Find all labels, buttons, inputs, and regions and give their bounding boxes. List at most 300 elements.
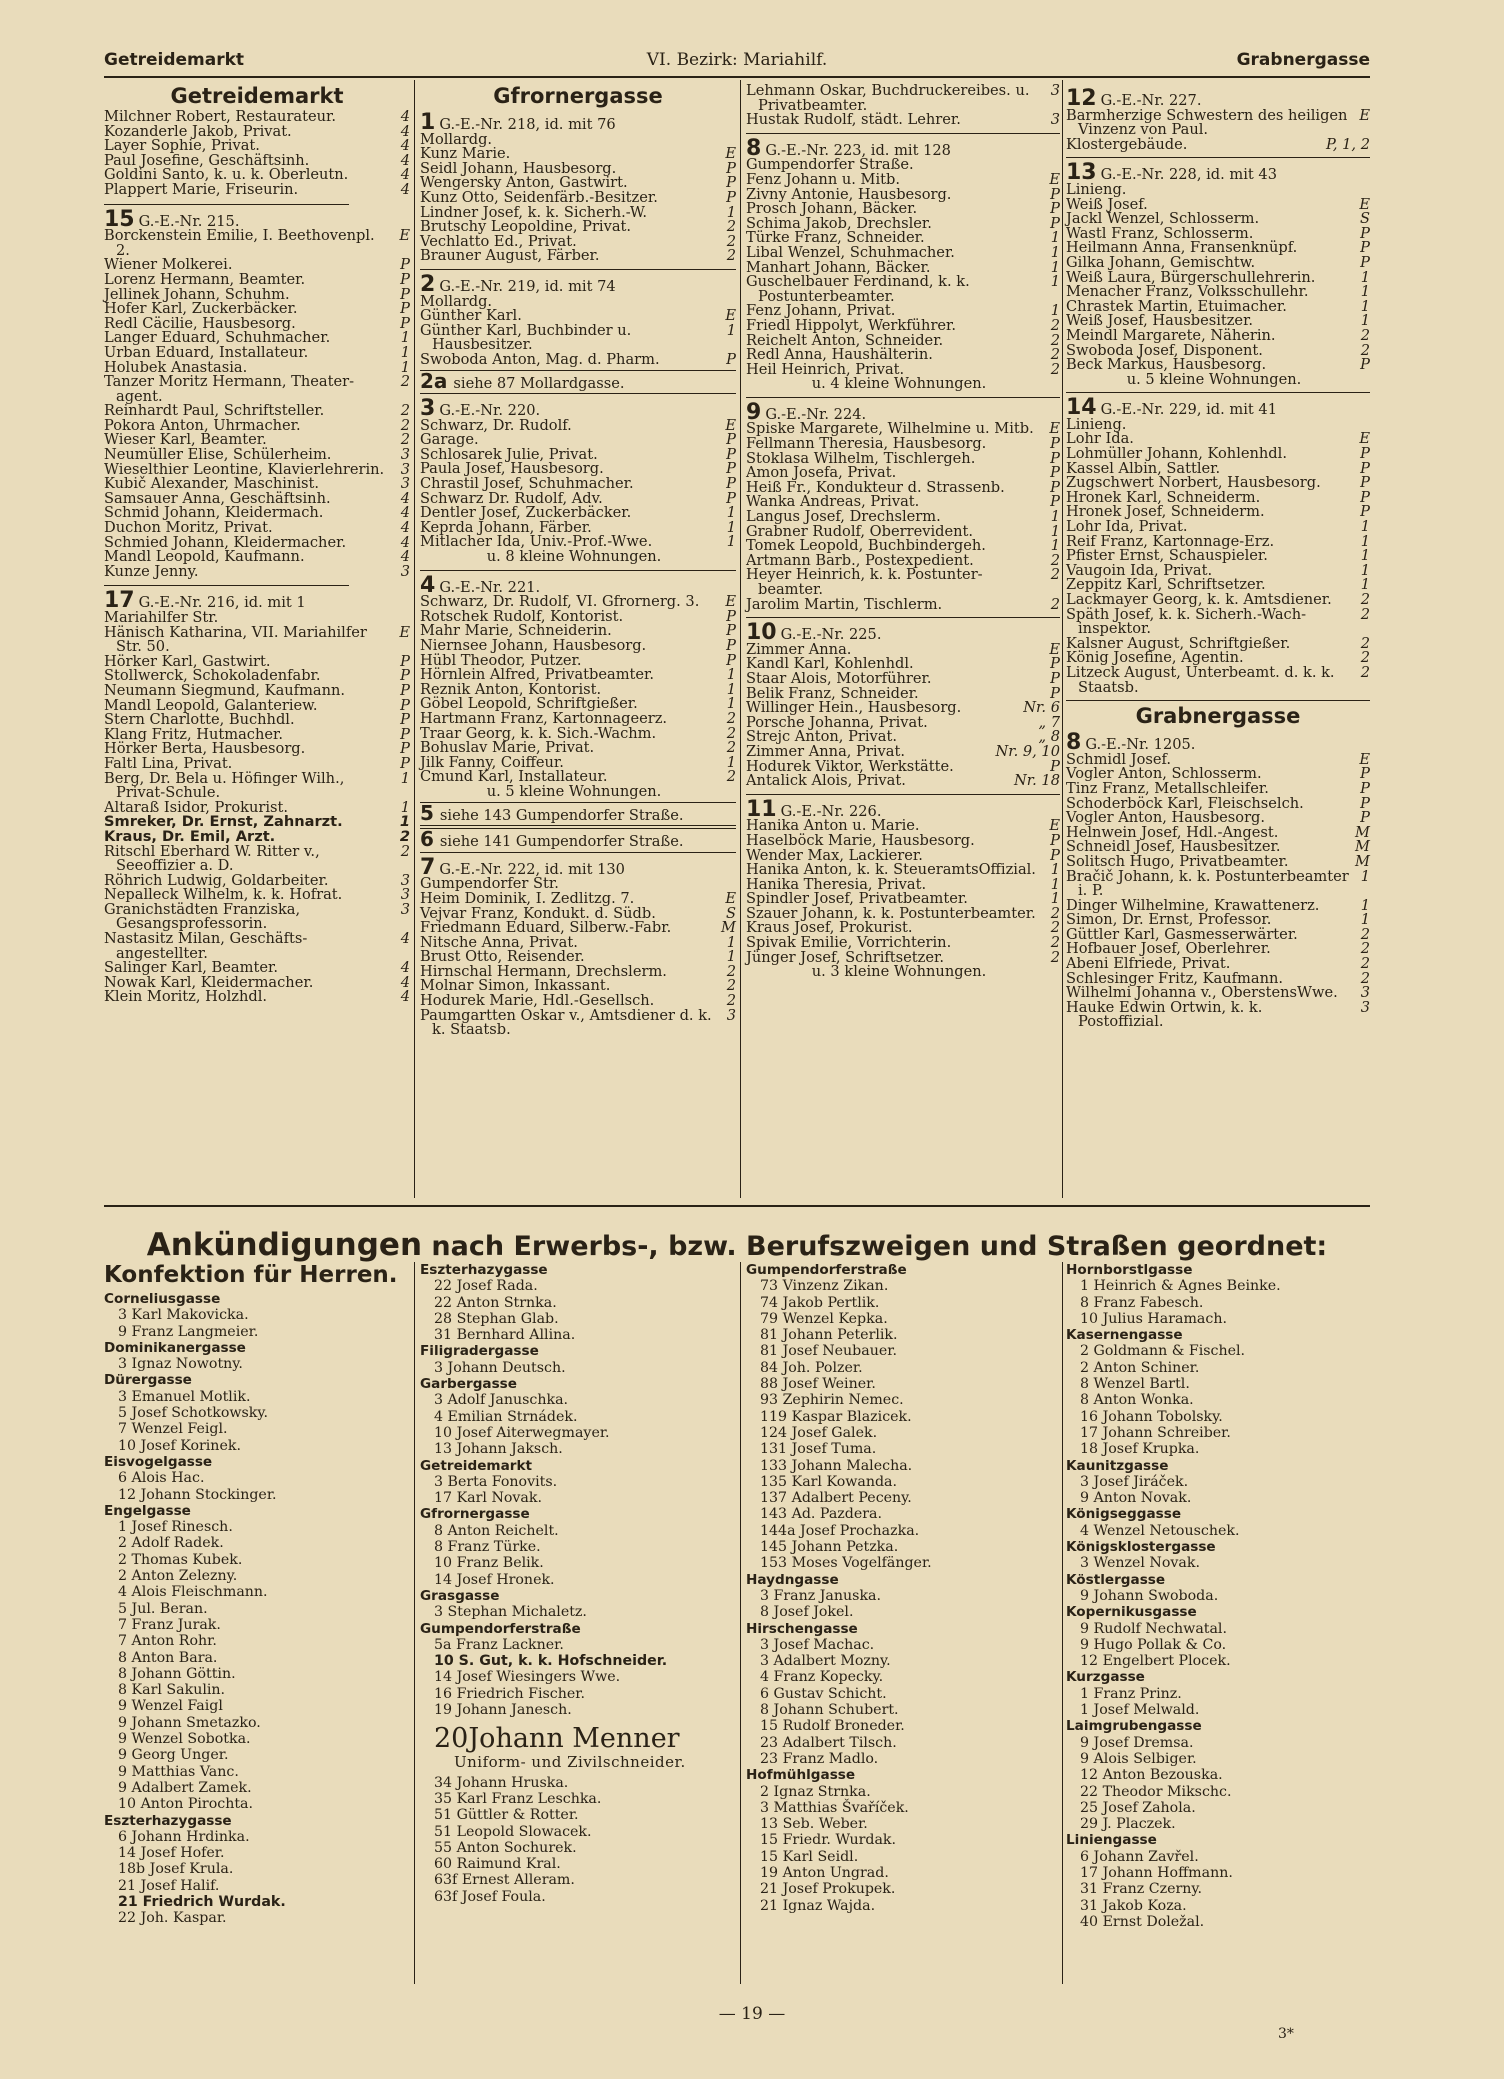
floor-marker: P [1050,757,1060,775]
ad-entry: 17 Johann Hoffmann. [1080,1864,1233,1881]
resident-text: Pfister Ernst, Schauspieler. [1066,547,1268,565]
floor-marker: 2 [1360,663,1370,681]
resident-text: Staar Alois, Motorführer. [746,669,932,687]
resident-text: Fenz Johann u. Mitb. [746,170,900,188]
floor-marker: 2 [726,962,736,980]
ad-entry: 22 Josef Rada. [434,1278,538,1295]
resident-text: Plappert Marie, Friseurin. [104,180,299,198]
floor-marker: 2 [726,992,736,1010]
floor-marker: M [1355,838,1370,856]
street-title: Grabnergasse [1135,704,1301,729]
signature-mark: 3* [1278,2026,1294,2042]
floor-marker: 1 [726,518,736,536]
resident-text: Heiß Fr., Kondukteur d. Strassenb. [746,478,1005,496]
resident-text: Stern Charlotte, Buchhdl. [104,711,295,729]
floor-marker: P [400,314,410,332]
ad-street: Engelgasse [104,1502,191,1519]
floor-marker: 2 [400,416,410,434]
resident-text: Antalick Alois, Privat. [746,772,906,790]
resident-text: Duchon Moritz, Privat. [104,519,273,537]
resident-text: Mahr Marie, Schneiderin. [420,622,612,640]
floor-marker: 4 [400,122,410,140]
separator [420,269,736,270]
resident-text: Neumüller Elise, Schülerheim. [104,446,332,464]
column-divider [1062,1262,1063,1984]
floor-marker: 1 [726,203,736,221]
resident-text: Lohr Ida, Privat. [1066,518,1188,536]
resident-text: Zugschwert Norbert, Hausbesorg. [1066,474,1321,492]
floor-marker: „ 8 [1038,728,1060,746]
floor-marker: 4 [400,930,410,948]
floor-marker: P [1050,200,1060,218]
resident-text: Paumgartten Oskar v., Amtsdiener d. k. k. Staatsb. [420,1006,712,1039]
ad-entry: 25 Josef Zahola. [1080,1799,1196,1816]
ad-entry: 9 Hugo Pollak & Co. [1080,1636,1227,1653]
ad-entry: 2 Ignaz Strnka. [760,1783,871,1800]
ad-entry: 124 Josef Galek. [760,1424,878,1441]
resident-text: Layer Sophie, Privat. [104,137,260,155]
display-ad-subtitle: Uniform- und Zivilschneider. [454,1753,686,1772]
floor-marker: P [1050,449,1060,467]
house-info: G.-E.-Nr. 221. [439,578,541,596]
house-number: 6 [420,827,434,852]
ad-entry: 21 Josef Prokupek. [760,1881,896,1898]
floor-marker: P [400,270,410,288]
resident-text: Schmidl Josef. [1066,750,1172,768]
floor-marker: 2 [400,373,410,391]
resident-text: Hustak Rudolf, städt. Lehrer. [746,111,961,129]
header-rule [104,76,1370,78]
floor-marker: P [400,725,410,743]
resident-entry [1066,605,1370,638]
floor-marker: P [400,740,410,758]
house-info: siehe 143 Gumpendorfer Straße. [439,806,684,824]
ad-entry: 23 Adalbert Tilsch. [760,1734,897,1751]
resident-text: Weiß Laura, Bürgerschullehrerin. [1066,268,1316,286]
floor-marker: E [1359,750,1370,768]
ad-entry: 22 Joh. Kaspar. [118,1910,227,1927]
floor-marker: 2 [726,218,736,236]
house-info: G.-E.-Nr. 225. [780,626,882,644]
floor-marker: 1 [1050,875,1060,893]
floor-marker: P [400,300,410,318]
floor-marker: 2 [1360,955,1370,973]
floor-marker: P [1050,493,1060,511]
resident-text: Hronek Karl, Schneiderm. [1066,488,1261,506]
resident-text: Granichstädten Franziska, Gesangsprofessorin. [104,900,301,933]
resident-text: Bračič Johann, k. k. Postunterbeamter i. P. [1066,867,1349,900]
resident-text: Tanzer Moritz Hermann, Theateragent. [104,373,355,405]
house-number: 14 [1066,395,1097,421]
floor-marker: M [1355,852,1370,870]
resident-text: Nepalleck Wilhelm, k. k. Hofrat. [104,886,343,904]
resident-text: Kozanderle Jakob, Privat. [104,122,292,140]
ad-entry: 81 Josef Neubauer. [760,1343,897,1360]
resident-text: Lehmann Oskar, Buchdruckereibes. u. Privatbeamter. [746,82,1030,114]
floor-marker: 4 [400,959,410,977]
separator [104,204,349,205]
resident-text: Kraus, Dr. Emil, Arzt. [104,827,276,845]
floor-marker: 1 [1050,243,1060,261]
ads-column-1 [104,1262,410,1927]
resident-text: Stollwerck, Schokoladenfabr. [104,667,321,685]
separator [104,585,349,586]
resident-text: Heim Dominik, I. Zedlitzg. 7. [420,889,635,907]
resident-text: Solitsch Hugo, Privatbeamter. [1066,852,1289,870]
floor-marker: Nr. 9, 10 [995,742,1060,760]
floor-marker: 1 [1360,896,1370,914]
resident-text: Linieng. [1066,180,1127,198]
floor-marker: 4 [400,151,410,169]
resident-text: Schwarz, Dr. Rudolf. [420,416,572,434]
resident-text: Bohuslav Marie, Privat. [420,739,595,757]
resident-text: Vaugoin Ida, Privat. [1066,561,1213,579]
resident-text: u. 8 kleine Wohnungen. [486,548,662,566]
floor-marker: 2 [1050,595,1060,613]
resident-text: Hanika Anton u. Marie. [746,817,920,835]
ad-entry: 2 Goldmann & Fischel. [1080,1343,1246,1360]
resident-text: Urban Eduard, Installateur. [104,343,309,361]
ad-entry: 3 Franz Januska. [760,1587,882,1604]
resident-text: Wastl Franz, Schlosserm. [1066,224,1254,242]
floor-marker: E [1049,817,1060,835]
ad-entry: 81 Johann Peterlik. [760,1327,898,1344]
ad-entry: 22 Theodor Mikschc. [1080,1783,1232,1800]
floor-marker: 1 [1050,890,1060,908]
resident-text: Schmid Johann, Kleidermach. [104,504,324,522]
floor-marker: 3 [1050,111,1060,129]
resident-text: Hartmann Franz, Kartonnageerz. [420,709,668,727]
resident-text: Garage. [420,431,479,449]
ad-entry: 15 Friedr. Wurdak. [760,1832,897,1849]
resident-text: Samsauer Anna, Geschäftsinh. [104,489,331,507]
resident-text: Keprda Johann, Färber. [420,518,592,536]
resident-text: Friedl Hippolyt, Werkführer. [746,316,957,334]
resident-text: Spiske Margarete, Wilhelmine u. Mitb. [746,420,1034,438]
ad-entry: 9 Franz Langmeier. [118,1323,259,1340]
category-title: Konfektion für Herren. [104,1262,398,1288]
resident-text: Borckenstein Emilie, I. Beethovenpl. 2. [104,227,375,259]
floor-marker: 2 [1050,919,1060,937]
resident-text: Kunze Jenny. [104,562,199,580]
header-right: Grabnergasse [1236,50,1370,70]
floor-marker: P [1360,503,1370,521]
floor-marker: P [726,651,736,669]
floor-marker: P [726,188,736,206]
ad-entry: 131 Josef Tuma. [760,1441,877,1458]
resident-text: Schlesinger Fritz, Kaufmann. [1066,969,1284,987]
floor-marker: 2 [1360,605,1370,623]
resident-entry [104,229,410,258]
floor-marker: 1 [1360,268,1370,286]
ad-entry: 34 Johann Hruska. [434,1774,569,1791]
resident-text: Pokora Anton, Uhrmacher. [104,416,301,434]
resident-text: Reznik Anton, Kontorist. [420,680,602,698]
ad-entry: 135 Karl Kowanda. [760,1473,898,1490]
resident-text: Niernsee Johann, Hausbesorg. [420,637,647,654]
floor-marker: P [400,754,410,772]
ad-entry: 133 Johann Malecha. [760,1457,913,1474]
ad-street: Kasernengasse [1066,1327,1183,1344]
ad-entry: 35 Karl Franz Leschka. [434,1790,602,1807]
house-number: 10 [746,620,777,646]
resident-text: Güttler Karl, Gasmesserwärter. [1066,925,1298,943]
house-info: G.-E.-Nr. 226. [780,802,882,820]
resident-text: Jilk Fanny, Coiffeur. [420,753,564,771]
ad-street: Kurzgasse [1066,1669,1145,1686]
floor-marker: 3 [400,900,410,918]
ads-column-2 [420,1262,720,1905]
resident-text: Ritschl Eberhard W. Ritter v., Seeoffizier a. D. [104,842,320,875]
ad-entry: 5 Jul. Beran. [118,1600,208,1617]
floor-marker: 4 [400,533,410,551]
floor-marker: 2 [399,827,410,845]
resident-text: Dinger Wilhelmine, Krawattenerz. [1066,896,1320,914]
ad-entry: 153 Moses Vogelfänger. [760,1555,932,1572]
resident-text: Prosch Johann, Bäcker. [746,200,918,218]
resident-text: Vejvar Franz, Kondukt. d. Südb. [420,904,656,922]
resident-entry [420,249,736,264]
floor-marker: P [1360,488,1370,506]
floor-marker: 1 [1360,297,1370,315]
floor-marker: 2 [1050,331,1060,349]
separator [1066,392,1370,393]
ad-entry: 12 Anton Bezouska. [1080,1767,1223,1784]
floor-marker: 1 [726,321,736,339]
display-ad-number: 20 [434,1723,469,1755]
resident-text: Dentler Josef, Zuckerbäcker. [420,504,632,522]
ad-entry: 10 Josef Korinek. [118,1437,241,1454]
floor-marker: E [1049,640,1060,658]
floor-marker: 1 [726,753,736,771]
floor-marker: 2 [1360,649,1370,667]
note-line [420,782,736,800]
ad-entry: 3 Wenzel Novak. [1080,1555,1200,1572]
floor-marker: E [1049,420,1060,438]
resident-text: Hofer Karl, Zuckerbäcker. [104,300,298,318]
resident-text: Wanka Andreas, Privat. [746,493,920,511]
ad-entry: 17 Johann Schreiber. [1080,1424,1231,1441]
ad-entry: 6 Gustav Schicht. [760,1685,887,1702]
resident-text: Jünger Josef, Schriftsetzer. [746,948,944,966]
floor-marker: P [400,681,410,699]
floor-marker: P [1050,684,1060,702]
resident-entry [746,568,1060,597]
floor-marker: P [1360,356,1370,374]
ad-street: Grasgasse [420,1587,500,1604]
house-number: 4 [420,572,436,598]
ad-street: Liniengasse [1066,1832,1157,1849]
ad-entry: 40 Ernst Doležal. [1080,1913,1205,1930]
floor-marker: P [1050,214,1060,232]
floor-marker: 4 [400,973,410,991]
resident-text: Schoderböck Karl, Fleischselch. [1066,794,1304,812]
resident-text: Wilhelmi Johanna v., OberstensWwe. [1066,984,1338,1002]
ad-entry: 1 Franz Prinz. [1080,1685,1182,1702]
running-header [104,50,1370,74]
resident-entry [104,932,410,961]
resident-text: u. 5 kleine Wohnungen. [486,782,662,800]
house-number: 15 [104,206,135,232]
floor-marker: 1 [400,769,410,787]
resident-entry [104,842,410,875]
house-info: G.-E.-Nr. 220. [439,402,541,420]
ad-entry: 144a Josef Prochazka. [760,1522,920,1539]
floor-marker: 2 [726,247,736,265]
resident-text: Beck Markus, Hausbesorg. [1066,356,1267,374]
resident-entry [746,113,1060,128]
ad-entry: 10 Franz Belik. [434,1555,544,1572]
resident-text: Mandl Leopold, Galanteriew. [104,696,318,714]
resident-text: Hübl Theodor, Putzer. [420,651,582,669]
resident-text: Weiß Josef, Hausbesitzer. [1066,312,1254,330]
resident-text: Berg, Dr. Bela u. Höfinger Wilh., Privat-Schule. [104,769,345,802]
resident-text: Haselböck Marie, Hausbesorg. [746,831,975,849]
ad-entry: 9 Johann Swoboda. [1080,1587,1219,1604]
resident-text: Hodurek Marie, Hdl.-Gesellsch. [420,992,655,1010]
directory-column-4 [1066,84,1370,1030]
resident-entry [746,84,1060,113]
resident-text: Lohmüller Johann, Kohlenhdl. [1066,445,1287,463]
resident-text: Spivak Emilie, Vorrichterin. [746,934,952,952]
floor-marker: P [1360,779,1370,797]
floor-marker: 1 [726,533,736,551]
resident-text: Faltl Lina, Privat. [104,754,233,772]
house-number: 1 [420,110,436,135]
ad-entry: 21 Friedrich Wurdak. [118,1893,286,1910]
floor-marker: 1 [1050,302,1060,320]
resident-text: Schwarz, Dr. Rudolf, VI. Gfrornerg. 3. [420,593,700,611]
floor-marker: P [400,285,410,303]
resident-text: Milchner Robert, Restaurateur. [104,108,337,125]
ad-entry: 10 S. Gut, k. k. Hofschneider. [434,1653,668,1670]
floor-marker: 1 [726,666,736,684]
separator [746,794,1060,795]
ad-street: Corneliusgasse [104,1291,221,1307]
resident-text: Hörker Berta, Hausbesorg. [104,740,306,758]
resident-text: Späth Josef, k. k. Sicherh.-Wachinspektor. [1066,605,1307,638]
ad-entry: 4 Emilian Strnádek. [434,1408,578,1425]
ad-street: Garbergasse [420,1376,517,1393]
ad-street: Haydngasse [746,1571,839,1588]
floor-marker: 1 [1050,273,1060,291]
floor-marker: 1 [1050,537,1060,555]
separator [420,570,736,571]
resident-entry [746,774,1060,789]
house-number: 9 [746,399,762,425]
ad-entry: 7 Wenzel Feigl. [118,1421,228,1438]
floor-marker: P [400,711,410,729]
resident-text: Wengersky Anton, Gastwirt. [420,174,628,192]
house-number: 2a [420,368,448,393]
floor-marker: 4 [400,519,410,537]
resident-text: Günther Karl, Buchbinder u. Hausbesitzer. [420,321,632,354]
floor-marker: 2 [726,768,736,786]
ad-entry: 31 Bernhard Allina. [434,1327,576,1344]
ad-entry: 8 Franz Türke. [434,1539,541,1556]
resident-text: Tomek Leopold, Buchbindergeh. [746,537,986,555]
resident-text: Simon, Dr. Ernst, Professor. [1066,911,1272,929]
ad-entry: 79 Wenzel Kepka. [760,1310,888,1327]
ad-entry: 4 Wenzel Netouschek. [1080,1522,1240,1539]
ad-entry: 13 Johann Jaksch. [434,1441,563,1458]
resident-text: Reinhardt Paul, Schriftsteller. [104,402,325,420]
floor-marker: 2 [400,842,410,860]
floor-marker: 4 [400,988,410,1006]
ad-street: Gumpendorferstraße [420,1620,581,1637]
ad-entry: 17 Karl Novak. [434,1490,542,1507]
resident-text: Amon Josefa, Privat. [746,464,897,482]
floor-marker: 4 [400,166,410,184]
ad-entry: 10 Josef Aiterwegmayer. [434,1424,610,1441]
floor-marker: E [725,416,736,434]
floor-marker: 2 [726,739,736,757]
floor-marker: 1 [726,695,736,713]
resident-text: Altaraß Isidor, Prokurist. [104,798,288,816]
resident-text: Gumpendorfer Str. [420,875,559,893]
resident-text: Gumpendorfer Straße. [746,156,914,174]
resident-text: Günther Karl. [420,307,522,325]
resident-text: Willinger Hein., Hausbesorg. [746,699,962,717]
resident-text: Fellmann Theresia, Hausbesorg. [746,435,987,453]
floor-marker: P [726,159,736,177]
resident-text: Rotschek Rudolf, Kontorist. [420,607,624,625]
resident-text: Türke Franz, Schneider. [746,229,925,247]
resident-entry [1066,867,1370,900]
floor-marker: P [1360,794,1370,812]
ad-entry: 8 Josef Jokel. [760,1604,854,1621]
resident-text: Neumann Siegmund, Kaufmann. [104,681,346,699]
resident-text: Wieser Karl, Beamter. [104,431,267,449]
ad-entry: 19 Anton Ungrad. [760,1864,889,1881]
floor-marker: E [725,593,736,611]
ad-entry: 12 Engelbert Plocek. [1080,1653,1231,1670]
floor-marker: Nr. 6 [1023,699,1060,717]
house-reference [420,370,736,395]
floor-marker: 1 [726,504,736,522]
resident-text: Vechlatto Ed., Privat. [420,232,577,250]
floor-marker: 1 [1360,561,1370,579]
floor-marker: „ 7 [1038,713,1060,731]
floor-marker: P [1360,253,1370,271]
resident-text: Porsche Johanna, Privat. [746,713,928,731]
floor-marker: 2 [1360,326,1370,344]
ad-entry: 10 Julius Haramach. [1080,1310,1227,1327]
directory-column-3 [746,84,1060,980]
ad-entry: 51 Güttler & Rotter. [434,1807,579,1824]
ad-entry: 74 Jakob Pertlik. [760,1294,880,1311]
ad-entry: 6 Johann Zavřel. [1080,1848,1199,1865]
resident-entry [746,275,1060,304]
floor-marker: 2 [400,402,410,420]
resident-text: Redl Anna, Haushälterin. [746,346,933,364]
resident-text: Hörnlein Alfred, Privatbeamter. [420,666,655,684]
ad-entry: 1 Heinrich & Agnes Beinke. [1080,1278,1281,1295]
ad-entry: 3 Johann Deutsch. [434,1359,566,1376]
floor-marker: P [1050,655,1060,673]
ad-entry: 16 Friedrich Fischer. [434,1685,585,1702]
resident-text: Paula Josef, Hausbesorg. [420,460,604,478]
announcements-heading [104,1227,1370,1263]
ad-street: Hofmühlgasse [746,1767,856,1784]
house-number: 13 [1066,160,1097,186]
ad-entry: 8 Anton Bara. [118,1649,218,1666]
ad-entry: 8 Anton Reichelt. [434,1522,559,1539]
ad-entry: 9 Matthias Vanc. [118,1763,239,1780]
floor-marker: P [726,637,736,654]
ad-entry: 31 Jakob Koza. [1080,1897,1187,1914]
column-divider [414,1262,415,1984]
